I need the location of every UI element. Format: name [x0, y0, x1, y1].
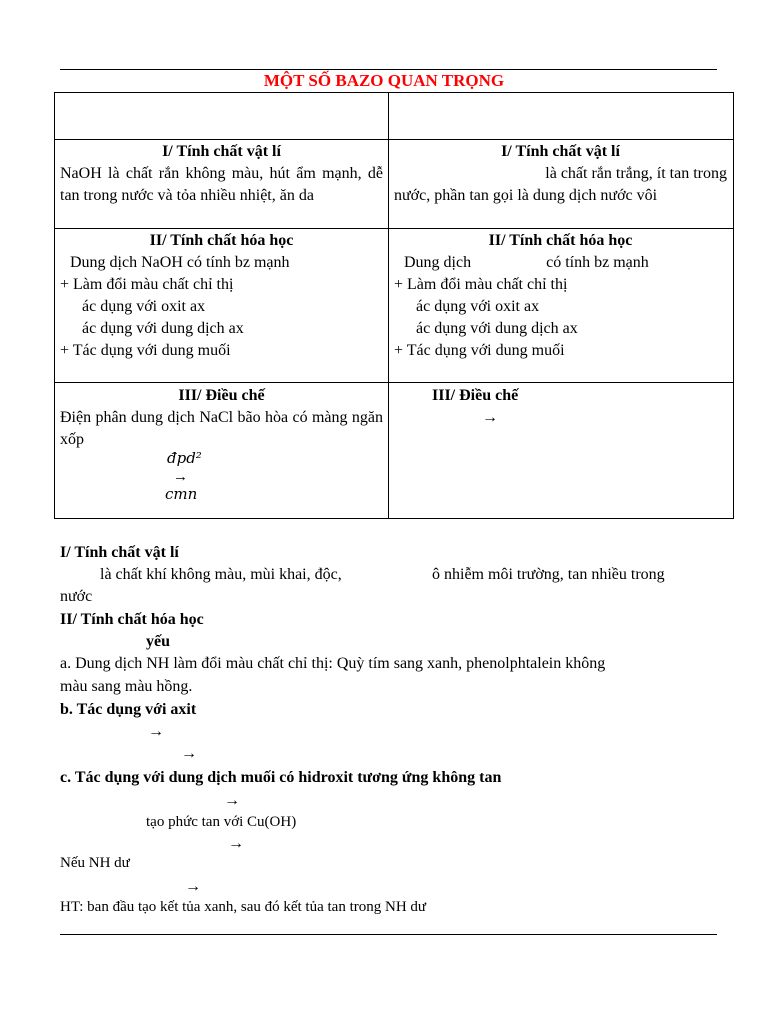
hw-arrow: → [173, 469, 188, 485]
reaction-arrow: → [181, 745, 197, 762]
right-physical-line: là chất rắn trắng, ít tan trong [545, 165, 727, 182]
reaction-arrow: → [185, 878, 201, 895]
right-physical-heading: I/ Tính chất vật lí [501, 143, 620, 160]
left-chem-line: Dung dịch NaOH có tính bz mạnh [70, 254, 290, 271]
hw-top: đpd² [167, 449, 202, 467]
hw-bottom: cmn [165, 485, 198, 503]
reaction-arrow: → [228, 835, 244, 852]
indicator-text: a. Dung dịch NH làm đổi màu chất chỉ thị: Quỳ tím sang xanh, phenolphtalein không [60, 655, 606, 672]
acid-reaction-heading: b. Tác dụng với axit [60, 701, 197, 718]
weak-base-label: yếu [146, 633, 170, 650]
indicator-text: màu sang màu hồng. [60, 678, 193, 695]
right-chem-line: + Làm đổi màu chất chỉ thị [394, 276, 568, 293]
ammonia-physical-text: là chất khí không màu, mùi khai, độc, [100, 566, 342, 583]
right-preparation-arrow: → [482, 409, 498, 426]
right-chem-line-part: có tính bz mạnh [546, 254, 649, 271]
left-chemical-cell [60, 230, 383, 362]
right-chem-line: ác dụng với dung dịch ax [416, 320, 578, 337]
right-chemical-cell [394, 230, 727, 362]
row-divider [55, 382, 733, 383]
bottom-rule [60, 934, 717, 935]
excess-ammonia-note: Nếu NH dư [60, 855, 130, 871]
left-preparation-heading: III/ Điều chế [178, 387, 265, 404]
left-chem-line: ác dụng với dung dịch ax [82, 320, 244, 337]
left-preparation-cell [60, 385, 383, 451]
right-chem-line: ác dụng với oxit ax [416, 298, 540, 315]
right-physical-line: nước, phần tan gọi là dung dịch nước vôi [394, 187, 658, 204]
row-divider [55, 139, 733, 140]
handwritten-electrolysis-label [165, 449, 225, 509]
left-chem-line: ác dụng với oxit ax [82, 298, 206, 315]
right-preparation-heading: III/ Điều chế [432, 387, 519, 404]
ammonia-chemical-heading: II/ Tính chất hóa học [60, 611, 204, 628]
right-physical-cell [394, 141, 727, 207]
right-chemical-heading: II/ Tính chất hóa học [488, 232, 633, 249]
left-preparation-text: Điện phân dung dịch NaCl bão hòa có màng ngăn xốp [60, 409, 383, 448]
reaction-arrow: → [148, 723, 164, 740]
reaction-arrow: → [224, 792, 240, 809]
ammonia-physical-heading: I/ Tính chất vật lí [60, 544, 179, 561]
right-chem-line-part: Dung dịch [404, 254, 472, 271]
right-preparation-cell [394, 385, 727, 429]
comparison-table [54, 92, 734, 519]
column-divider [388, 93, 389, 518]
left-physical-cell [60, 141, 383, 207]
ammonia-physical-text: nước [60, 588, 93, 605]
page-title: MỘT SỐ BAZO QUAN TRỌNG [263, 71, 505, 90]
left-chem-line: + Làm đổi màu chất chỉ thị [60, 276, 234, 293]
phenomenon-note: HT: ban đầu tạo kết tủa xanh, sau đó kết tủa tan trong NH dư [60, 899, 427, 915]
right-chem-line: + Tác dụng với dung muối [394, 342, 565, 359]
right-chem-line [394, 252, 727, 274]
row-divider [55, 228, 733, 229]
salt-reaction-heading: c. Tác dụng với dung dịch muối có hidroxit tương ứng không tan [60, 769, 502, 786]
left-physical-heading: I/ Tính chất vật lí [162, 143, 281, 160]
left-chem-line: + Tác dụng với dung muối [60, 342, 231, 359]
left-physical-text: NaOH là chất rắn không màu, hút ẩm mạnh, dễ tan trong nước và tỏa nhiều nhiệt, ăn da [60, 165, 383, 204]
left-chemical-heading: II/ Tính chất hóa học [149, 232, 294, 249]
complex-note: tạo phức tan với Cu(OH) [146, 814, 297, 830]
ammonia-physical-text: ô nhiễm môi trường, tan nhiều trong [432, 566, 665, 583]
